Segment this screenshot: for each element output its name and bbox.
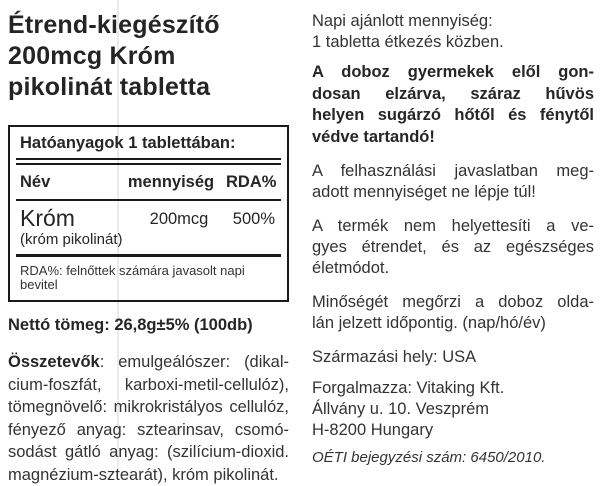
text-line: magnézium-sztearát), króm pikolinát.: [8, 464, 289, 486]
disclaimer-paragraph: [312, 216, 594, 279]
ingredient-rda: 500%: [226, 205, 275, 248]
text-line: gyes étrendet, és az egészséges: [312, 237, 594, 258]
registration-text: OÉTI bejegyzési szám: 6450/2010.: [312, 448, 594, 467]
text-line: 1 tabletta étkezés közben.: [312, 32, 594, 53]
text-line: védve tartandó!: [312, 127, 594, 149]
text-line: A termék nem helyettesíti a ve-: [312, 216, 594, 237]
text-line: Étrend-kiegészítő: [8, 10, 289, 41]
left-column: [8, 10, 289, 486]
text-line: 200mcg Króm: [8, 41, 289, 72]
column-header-rda: RDA%: [226, 173, 276, 192]
ingredients-first-line-rest: : emulgeálószer: (dikal-: [100, 353, 289, 371]
distributor-block: [312, 378, 594, 441]
text-line: életmódot.: [312, 258, 594, 279]
text-line: Napi ajánlott mennyiség:: [312, 11, 594, 32]
ingredient-amount: 200mcg: [132, 205, 226, 248]
text-line: dosan elzárva, száraz hűvös: [312, 84, 594, 106]
facts-double-rule: [16, 158, 281, 165]
text-line: adott mennyiséget ne lépje túl!: [312, 182, 594, 203]
origin-text: Származási hely: USA: [312, 347, 594, 368]
facts-footnote: RDA%: felnőttek számára javasolt napi bevitel: [10, 257, 287, 300]
ingredient-name-cell: [20, 205, 132, 248]
text-line: Forgalmazza: Vitaking Kft.: [312, 378, 594, 399]
net-weight-text: Nettó tömeg: 26,8g±5% (100db): [8, 316, 289, 335]
text-line: H-8200 Hungary: [312, 420, 594, 441]
facts-table-header: Hatóanyagok 1 tablettában:: [10, 127, 287, 158]
quality-paragraph: [312, 292, 594, 334]
right-column: [312, 11, 594, 467]
text-line: Állvány u. 10. Veszprém: [312, 399, 594, 420]
facts-data-row: [10, 201, 287, 254]
text-line: A felhasználási javaslatban meg-: [312, 161, 594, 182]
text-line: tömegnövelő: mikrokristályos cellulóz,: [8, 396, 289, 419]
product-title: [8, 10, 289, 103]
supplement-facts-table: [8, 125, 289, 302]
column-header-name: Név: [20, 173, 116, 192]
text-line: A doboz gyermekek elől gon-: [312, 62, 594, 84]
column-header-amount: mennyiség: [116, 173, 226, 192]
ingredient-name: Króm: [20, 205, 132, 231]
facts-column-headers: [10, 165, 287, 199]
dosage-paragraph: [312, 11, 594, 53]
text-line: Minőségét megőrzi a doboz olda-: [312, 292, 594, 313]
storage-warning-paragraph: [312, 62, 594, 148]
text-line: pikolinát tabletta: [8, 72, 289, 103]
ingredient-name-sub: (króm pikolinát): [20, 231, 132, 248]
text-line: fényező anyag: sztearinsav, csomó-: [8, 419, 289, 442]
usage-limit-paragraph: [312, 161, 594, 203]
text-line: cium-foszfát, karboxi-metil-cellulóz),: [8, 374, 289, 397]
ingredients-first-line: [8, 351, 289, 374]
text-line: sodást gátló anyag: (szilícium-dioxid.: [8, 441, 289, 464]
text-line: helyen sugárzó hőtől és fénytől: [312, 105, 594, 127]
ingredients-lines: [8, 374, 289, 486]
text-line: lán jelzett időpontig. (nap/hó/év): [312, 313, 594, 334]
ingredients-paragraph: [8, 351, 289, 486]
ingredients-label: Összetevők: [8, 353, 100, 371]
